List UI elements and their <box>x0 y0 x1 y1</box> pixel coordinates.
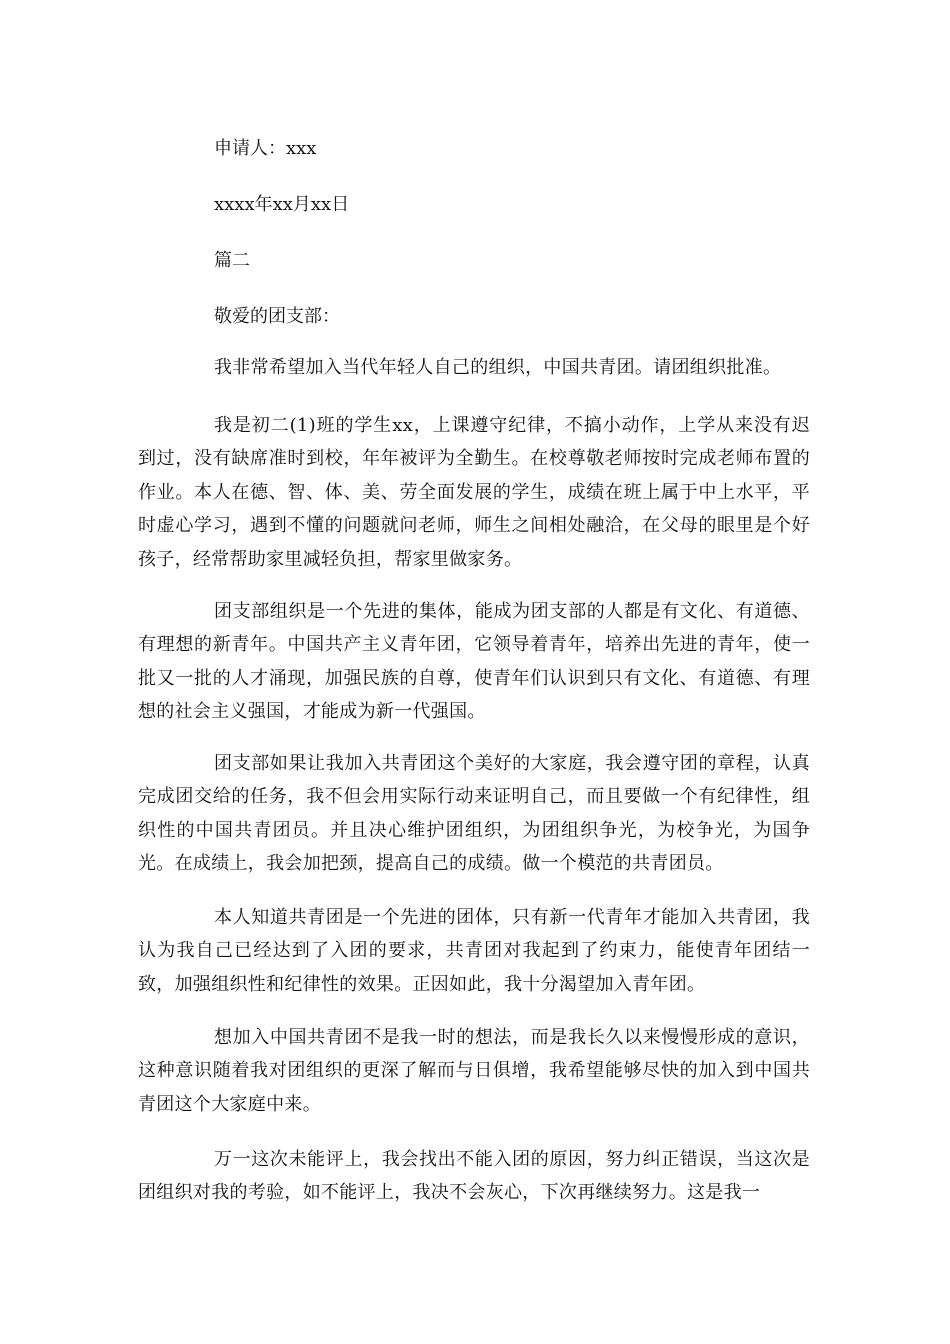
date-line: xxxx年xx月xx日 <box>214 194 350 215</box>
salutation: 敬爱的团支部： <box>214 306 340 327</box>
paragraph-4: 团支部如果让我加入共青团这个美好的大家庭，我会遵守团的章程，认真完成团交给的任务，我不但会用实际行动来证明自己，而且要做一个有纪律性，组织性的中国共青团员。并且决心维护团组织，为团组织争光，为校争光，为国争光。在成绩上，我会加把颈，提高自己的成绩。做一个模范的共青团员。 <box>138 753 810 875</box>
section-heading: 篇二 <box>214 250 250 271</box>
paragraph-2: 我是初二(1)班的学生xx，上课遵守纪律，不搞小动作，上学从来没有迟到过，没有缺席准时到校，年年被评为全勤生。在校尊敬老师按时完成老师布置的作业。本人在德、智、体、美、劳全面发展的学生，成绩在班上属于中上水平，平时虚心学习，遇到不懂的问题就问老师，师生之间相处融洽，在父母的眼里是个好孩子，经常帮助家里减轻负担，帮家里做家务。 <box>138 415 810 570</box>
paragraph-1: 我非常希望加入当代年轻人自己的组织，中国共青团。请团组织批准。 <box>214 357 782 378</box>
paragraph-6: 想加入中国共青团不是我一时的想法，而是我长久以来慢慢形成的意识，这种意识随着我对团组织的更深了解而与日俱增，我希望能够尽快的加入到中国共青团这个大家庭中来。 <box>138 1027 810 1115</box>
paragraph-3: 团支部组织是一个先进的集体，能成为团支部的人都是有文化、有道德、有理想的新青年。中国共产主义青年团，它领导着青年，培养出先进的青年，使一批又一批的人才涌现，加强民族的自尊，使青年们认识到只有文化、有道德、有理想的社会主义强国，才能成为新一代强国。 <box>138 601 810 723</box>
applicant-line: 申请人：xxx <box>214 138 317 159</box>
paragraph-5: 本人知道共青团是一个先进的团体，只有新一代青年才能加入共青团，我认为我自己已经达到了入团的要求，共青团对我起到了约束力，能使青年团结一致，加强组织性和纪律性的效果。正因如此，我十分渴望加入青年团。 <box>138 907 810 995</box>
paragraph-7: 万一这次未能评上，我会找出不能入团的原因，努力纠正错误，当这次是团组织对我的考验，如不能评上，我决不会灰心，下次再继续努力。这是我一 <box>138 1149 810 1204</box>
